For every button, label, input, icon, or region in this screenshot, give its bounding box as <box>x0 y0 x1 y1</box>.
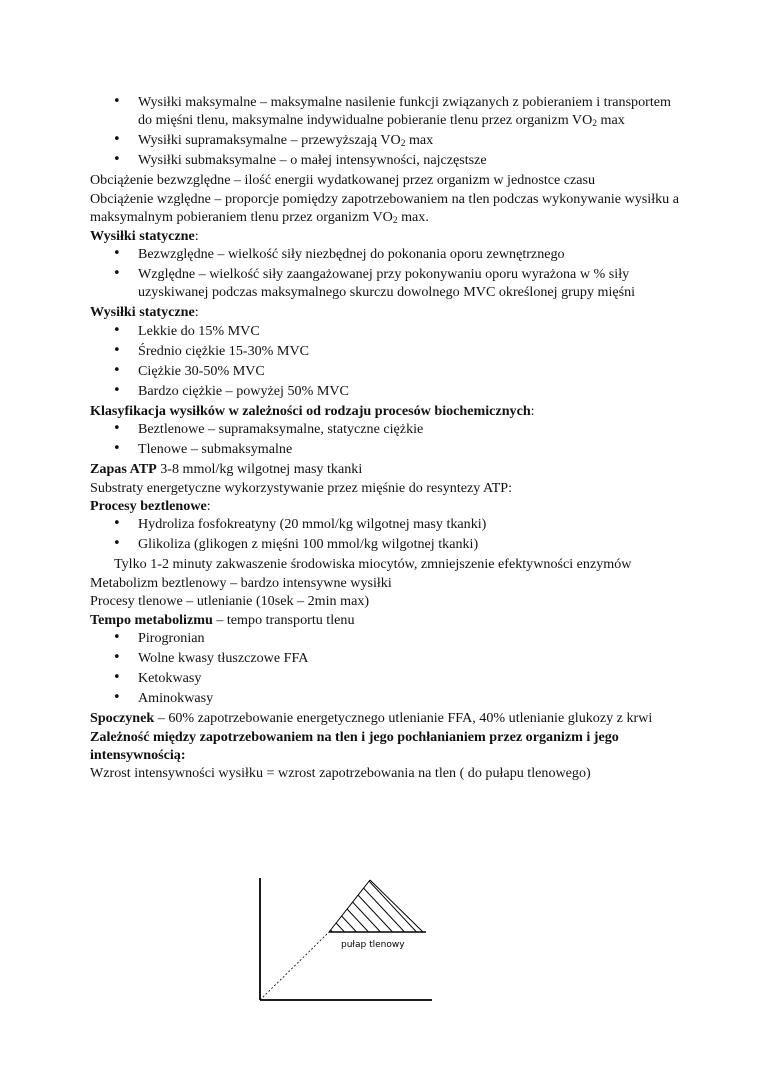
classification-list <box>90 420 680 458</box>
static-effort-list <box>90 245 680 302</box>
section-heading: Procesy beztlenowe: <box>90 498 211 515</box>
oxygen-ceiling-diagram <box>250 870 450 1010</box>
list-item: • Wysiłki supramaksymalne – przewyższają $VO_2$ max <box>138 131 680 149</box>
triangle-edge <box>370 880 423 932</box>
list-item: • Wysiłki maksymalne – maksymalne nasilenie funkcji związanych z pobieraniem i transportem do mięśni tlenu, maksymalne indywidualne pobieranie tlenu przez organizm $VO_2$ max <box>138 93 680 130</box>
list-item: • Bezwzględne – wielkość siły niezbędnej do pokonania oporu zewnętrznego <box>138 245 680 263</box>
list-item: • Ketokwasy <box>138 669 680 687</box>
list-item: • Wolne kwasy tłuszczowe FFA <box>138 649 680 667</box>
section-heading: Zależność między zapotrzebowaniem na tlen i jego pochłanianiem przez organizm i jego intensywnością: <box>90 728 619 763</box>
paragraph: Substraty energetyczne wykorzystywanie przez mięśnie do resyntezy ATP: <box>90 479 513 496</box>
substrate-list <box>90 629 680 707</box>
ceiling-label: pułap tlenowy <box>341 940 405 950</box>
paragraph: Tempo metabolizmu – tempo transportu tlenu <box>90 611 355 628</box>
section-heading: Wysiłki statyczne: <box>90 227 199 244</box>
list-item: • Względne – wielkość siły zaangażowanej przy pokonywaniu oporu wyrażona w % siły uzyskiwanej podczas maksymalnego skurczu dowolnego MVC określonej grupy mięśni <box>138 265 680 302</box>
intensity-list <box>90 93 680 170</box>
list-item: • Aminokwasy <box>138 689 680 707</box>
list-item: • Tlenowe – submaksymalne <box>138 440 680 458</box>
list-item: • Beztlenowe – supramaksymalne, statyczne ciężkie <box>138 420 680 438</box>
document-body <box>90 93 680 783</box>
list-item: • Glikoliza (glikogen z mięśni 100 mmol/kg wilgotnej tkanki) <box>138 535 680 553</box>
hatch-area <box>270 870 436 940</box>
list-item: • Hydroliza fosfokreatyny (20 mmol/kg wilgotnej masy tkanki) <box>138 515 680 533</box>
section-heading: Wysiłki statyczne: <box>90 304 199 321</box>
list-item: • Średnio ciężkie 15-30% MVC <box>138 342 680 360</box>
mvc-list <box>90 322 680 400</box>
paragraph: Procesy tlenowe – utlenianie (10sek – 2min max) <box>90 593 370 610</box>
anaerobic-list <box>90 515 680 553</box>
paragraph: Metabolizm beztlenowy – bardzo intensywne wysiłki <box>90 574 392 591</box>
paragraph: Zapas ATP 3-8 mmol/kg wilgotnej masy tkanki <box>90 461 363 478</box>
paragraph: Obciążenie względne – proporcje pomiędzy zapotrzebowaniem na tlen podczas wykonywanie wysiłku a maksymalnym pobieraniem tlenu przez organizm $VO_2$ max. <box>90 190 679 227</box>
demand-line-dashed <box>260 932 329 1000</box>
paragraph: Obciążenie bezwzględne – ilość energii wydatkowanej przez organizm w jednostce czasu <box>90 172 596 189</box>
paragraph: Tylko 1-2 minuty zakwaszenie środowiska miocytów, zmniejszenie efektywności enzymów <box>114 556 632 573</box>
list-item: • Bardzo ciężkie – powyżej 50% MVC <box>138 382 680 400</box>
paragraph: Wzrost intensywności wysiłku = wzrost zapotrzebowania na tlen ( do pułapu tlenowego) <box>90 765 591 782</box>
list-item: • Lekkie do 15% MVC <box>138 322 680 340</box>
paragraph: Spoczynek – 60% zapotrzebowanie energetycznego utlenianie FFA, 40% utlenianie glukozy z krwi <box>90 710 653 727</box>
list-item: • Wysiłki submaksymalne – o małej intensywności, najczęstsze <box>138 151 680 169</box>
list-item: • Pirogronian <box>138 629 680 647</box>
list-item: • Ciężkie 30-50% MVC <box>138 362 680 380</box>
section-heading: Klasyfikacja wysiłków w zależności od rodzaju procesów biochemicznych: <box>90 402 535 419</box>
diagram-svg <box>250 870 450 1010</box>
